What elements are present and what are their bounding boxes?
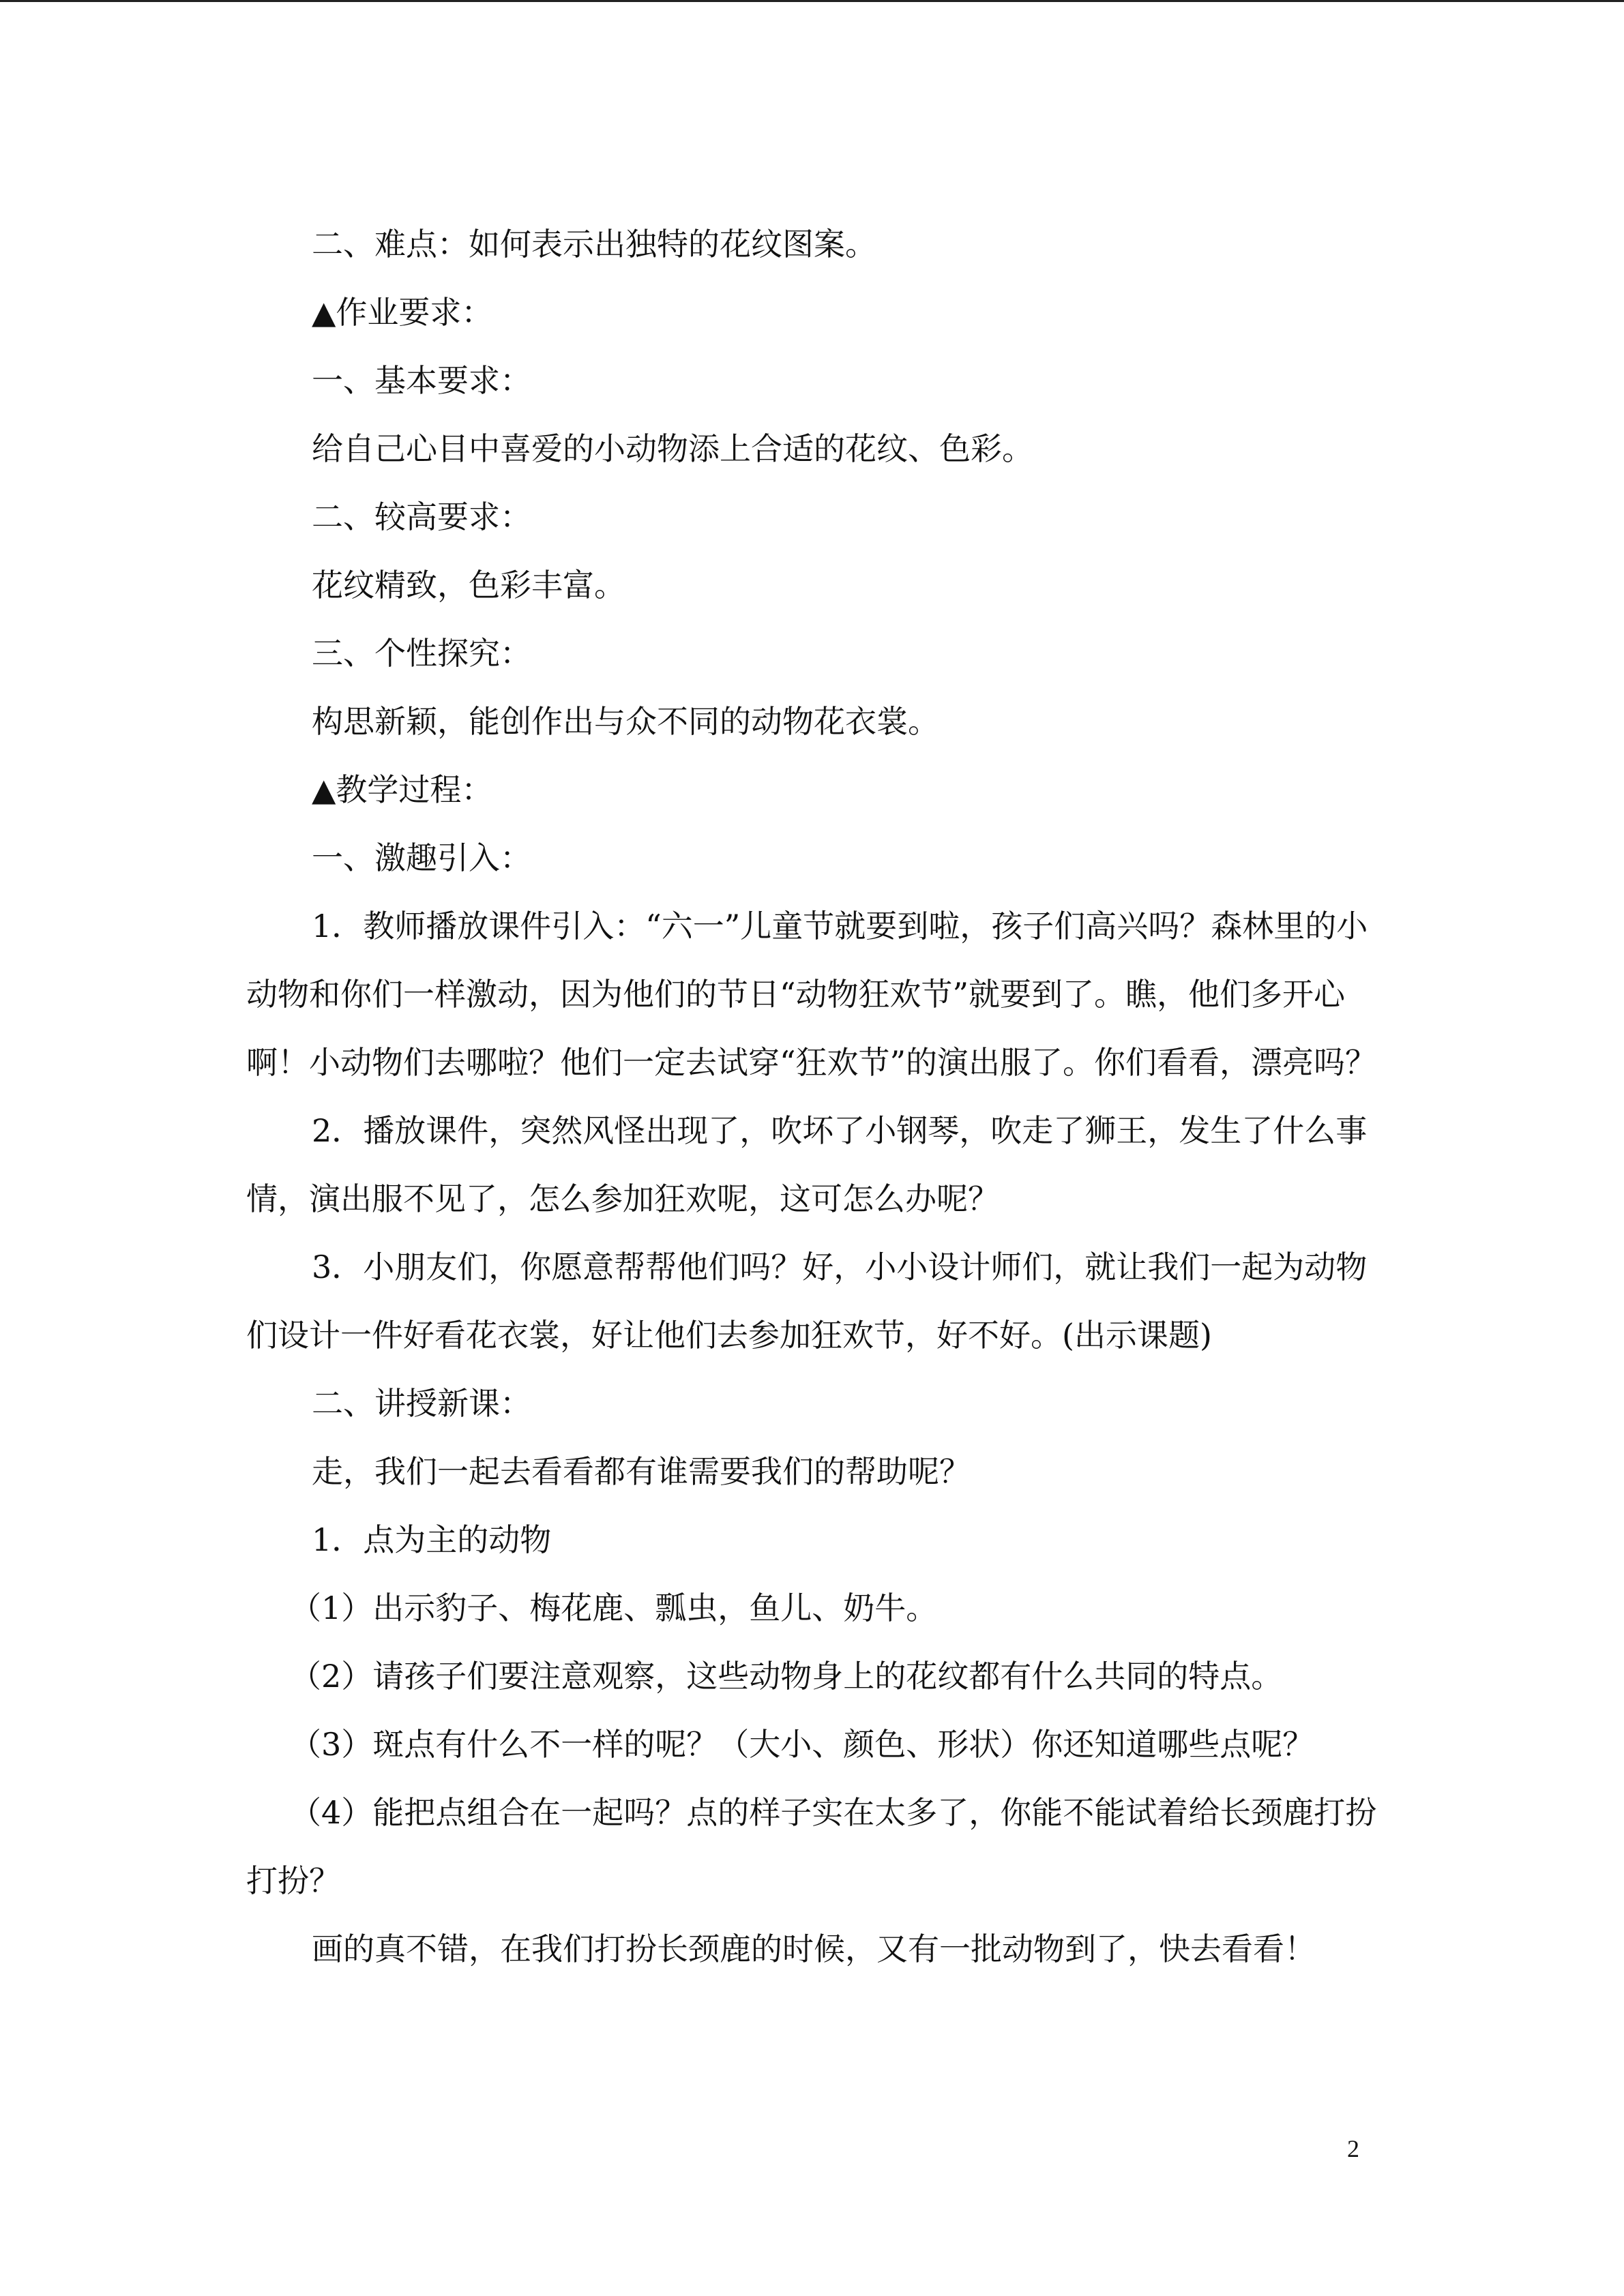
paragraph-higher-requirements: 花纹精致，色彩丰富。 xyxy=(312,567,625,603)
heading-homework-requirements: ▲作业要求： xyxy=(312,294,493,331)
heading-introduction: 一、激趣引入： xyxy=(312,839,531,876)
list-item-3: （3）斑点有什么不一样的呢？（大小、颜色、形状）你还知道哪些点呢？ xyxy=(290,1726,1314,1763)
paragraph-difficulty: 二、难点：如何表示出独特的花纹图案。 xyxy=(312,226,876,263)
heading-higher-requirements: 二、较高要求： xyxy=(312,498,531,535)
paragraph-lets-go: 走，我们一起去看看都有谁需要我们的帮助呢？ xyxy=(312,1453,971,1490)
paragraph-step-3: 3．小朋友们，你愿意帮帮他们吗？好，小小设计师们，就让我们一起为动物们设计一件好看花衣裳，好让他们去参加狂欢节，好不好。(出示课题) xyxy=(246,1249,1368,1354)
heading-personal-exploration: 三、个性探究： xyxy=(312,635,531,672)
list-item-2: （2）请孩子们要注意观察，这些动物身上的花纹都有什么共同的特点。 xyxy=(290,1658,1283,1695)
paragraph-personal-exploration: 构思新颖，能创作出与众不同的动物花衣裳。 xyxy=(312,703,939,740)
list-item-4: （4）能把点组合在一起吗？点的样子实在太多了，你能不能试着给长颈鹿打扮打扮？ xyxy=(246,1794,1377,1899)
paragraph-step-1: 1．教师播放课件引入：“六一”儿童节就要到啦，孩子们高兴吗？森林里的小动物和你们一样激动，因为他们的节日“动物狂欢节”就要到了。瞧，他们多开心啊！小动物们去哪啦？他们一定去试穿“狂欢节”的演出服了。你们看看，漂亮吗？ xyxy=(246,908,1377,1081)
document-body xyxy=(246,210,1378,1983)
page-number: 2 xyxy=(1347,2135,1359,2162)
paragraph-basic-requirements: 给自己心目中喜爱的小动物添上合适的花纹、色彩。 xyxy=(312,430,1033,467)
list-item-1: （1）出示豹子、梅花鹿、瓢虫，鱼儿、奶牛。 xyxy=(290,1590,938,1626)
heading-new-lesson: 二、讲授新课： xyxy=(312,1385,531,1422)
paragraph-step-2: 2．播放课件，突然风怪出现了，吹坏了小钢琴，吹走了狮王，发生了什么事情，演出服不见了，怎么参加狂欢呢，这可怎么办呢？ xyxy=(246,1112,1368,1217)
heading-teaching-process: ▲教学过程： xyxy=(312,771,493,808)
heading-dot-animals: 1．点为主的动物 xyxy=(312,1521,552,1558)
paragraph-closing: 画的真不错，在我们打扮长颈鹿的时候，又有一批动物到了，快去看看！ xyxy=(312,1930,1316,1967)
top-border-line xyxy=(0,0,1624,2)
heading-basic-requirements: 一、基本要求： xyxy=(312,362,531,399)
